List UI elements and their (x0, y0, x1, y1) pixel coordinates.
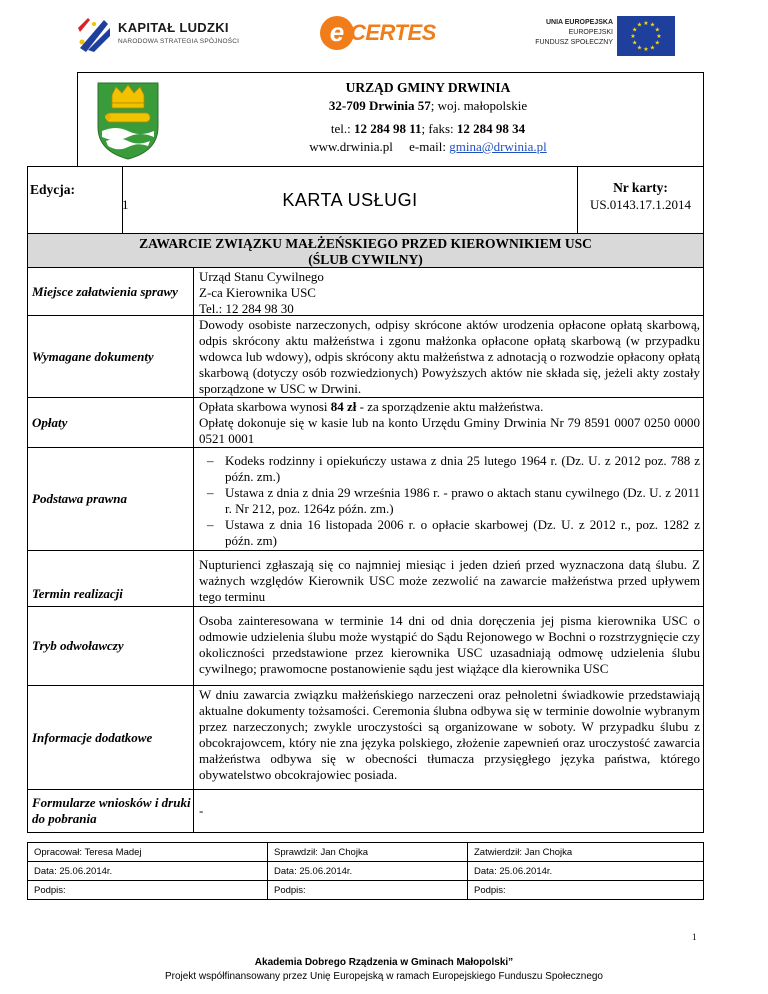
svg-text:★: ★ (654, 39, 660, 47)
signatures-row-sign (28, 881, 704, 900)
office-address-rest: ; woj. małopolskie (430, 98, 528, 113)
documents-body: Dowody osobiste narzeczonych, odpisy skrócone aktów urodzenia opłacone opłatą skarbową, odpis skrócony aktu małżeństwa i zgonu małżonka opłacone opłatą skarbową (w przypadku wdowca lub wdowy), odpis skrócony aktu małżeństwa z adnotacją o rozwodzie opłacony opłatą skarbową (dotyczy osób rozwiedzionych) Powyższych aktów nie składa się, jeżeli akty zostały sporządzone w USC w Drwini. (199, 317, 700, 396)
office-name: URZĄD GMINY DRWINIA (345, 80, 511, 95)
approved-signature: Podpis: (468, 881, 704, 900)
svg-text:★: ★ (630, 33, 636, 40)
signatures-row-dates (28, 862, 704, 881)
kapital-ludzki-logo (74, 14, 244, 58)
place-line-2: Z-ca Kierownika USC (199, 285, 316, 300)
place-line-3: Tel.: 12 284 98 30 (199, 301, 294, 316)
approved-by: Zatwierdził: Jan Chojka (468, 843, 704, 862)
svg-text:★: ★ (636, 44, 643, 52)
fees-label: Opłaty (28, 398, 194, 447)
card-header-row (27, 166, 704, 234)
fees-text-b: - za sporządzenie aktu małżeństwa. (356, 399, 544, 414)
svg-text:★: ★ (649, 44, 656, 52)
row-documents (27, 316, 704, 398)
svg-text:★: ★ (643, 46, 649, 53)
legal-item: – Kodeks rodzinny i opiekuńczy ustawa z dnia 25 lutego 1964 r. (Dz. U. z 2012 poz. 788 z późn. zm.) (207, 453, 700, 485)
eu-line-2: EUROPEJSKI (568, 29, 613, 36)
office-address (168, 97, 688, 115)
card-number-label: Nr karty: (613, 180, 668, 195)
fax-number: 12 284 98 34 (456, 121, 526, 136)
appeal-label: Tryb odwoławczy (28, 607, 194, 685)
appeal-body: Osoba zainteresowana w terminie 14 dni od dnia doręczenia jej pisma kierownika USC o odmowie udzielenia ślubu może wystąpić do Sądu Rejonowego w Bochni o rozstrzygnięcie czy okoliczności przedstawione przez kierownika USC uzasadniają odmowę udzielenia ślubu cywilnego; prawomocne postanowienie sądu jest wiążące dla kierownika USC (199, 613, 700, 676)
checked-date: Data: 25.06.2014r. (268, 862, 468, 881)
row-forms (27, 790, 704, 833)
service-title-line-1: ZAWARCIE ZWIĄZKU MAŁŻEŃSKIEGO PRZED KIEROWNIKIEM USC (139, 236, 592, 251)
logo-strip (0, 0, 768, 70)
row-appeal (27, 607, 704, 686)
deadline-label: Termin realizacji (28, 551, 194, 606)
svg-text:★: ★ (632, 26, 638, 34)
row-place (27, 268, 704, 316)
kapital-ludzki-subtitle: NARODOWA STRATEGIA SPÓJNOŚCI (118, 38, 240, 45)
email-link[interactable]: gmina@drwinia.pl (449, 139, 547, 154)
place-label: Miejsce załatwienia sprawy (28, 268, 194, 315)
svg-text:★: ★ (636, 21, 643, 29)
edition-cell (27, 166, 129, 234)
service-info-table (27, 268, 704, 833)
svg-text:★: ★ (656, 33, 662, 40)
prepared-date: Data: 25.06.2014r. (28, 862, 268, 881)
eu-line-3: FUNDUSZ SPOŁECZNY (535, 39, 613, 46)
forms-body: - (199, 803, 204, 818)
page-number: 1 (692, 932, 697, 942)
eu-logo-text (505, 18, 613, 48)
row-legal-basis (27, 448, 704, 551)
svg-text:★: ★ (632, 39, 638, 47)
legal-body (194, 448, 703, 550)
row-deadline (27, 551, 704, 607)
office-header (77, 72, 704, 166)
approved-date: Data: 25.06.2014r. (468, 862, 704, 881)
footer-line-2: Projekt współfinansowany przez Unię Europejską w ramach Europejskiego Funduszu Społecznego (164, 971, 603, 982)
svg-text:★: ★ (654, 26, 660, 34)
office-info (168, 79, 688, 156)
place-body (194, 268, 703, 315)
additional-body: W dniu zawarcia związku małżeńskiego narzeczeni oraz pełnoletni świadkowie przedstawiają aktualne dokumenty tożsamości. Ceremonia ślubna odbywa się w terminie dowolnie wybranym przez narzeczonych; zwykle uroczystości są organizowane w soboty. W przypadku ślubu z obcokrajowcem, który nie zna języka polskiego, złożenie zapewnień oraz uroczystość zawarcia małżeństwa odbywa się w obecności tłumacza przysięgłego języka państwa, którego obywatelstwo obcokrajowiec posiada. (199, 687, 700, 782)
prepared-signature: Podpis: (28, 881, 268, 900)
eu-line-1: UNIA EUROPEJSKA (545, 19, 613, 26)
website-text: www.drwinia.pl (309, 139, 393, 154)
fax-label: ; faks: (421, 121, 457, 136)
legal-item: – Ustawa z dnia 16 listopada 2006 r. o opłacie skarbowej (Dz. U. z 2012 r., poz. 1282 z późn. zm) (207, 517, 700, 549)
svg-text:★: ★ (649, 21, 656, 29)
fees-line-2: Opłatę dokonuje się w kasie lub na konto Urzędu Gminy Drwinia Nr 79 8591 0007 0250 0000 0521 0001 (199, 415, 700, 446)
drwinia-coat-of-arms-icon (96, 81, 160, 161)
checked-by: Sprawdził: Jan Chojka (268, 843, 468, 862)
documents-label: Wymagane dokumenty (28, 316, 194, 397)
prepared-by: Opracował: Teresa Madej (28, 843, 268, 862)
eu-logo (505, 14, 677, 60)
kapital-ludzki-title: KAPITAŁ LUDZKI (118, 20, 229, 35)
card-header (27, 166, 704, 234)
deadline-body: Nupturienci zgłaszają się co najmniej miesiąc i jeden dzień przed wyznaczona datą ślubu. Z ważnych względów Kierownik USC może zezwolić na zawarcie małżeństwa przed upływem tego terminu (199, 557, 700, 604)
office-phone-line (168, 120, 688, 138)
kapital-ludzki-mark-icon (74, 14, 112, 54)
eu-flag-icon (617, 16, 675, 56)
fees-line-1 (199, 399, 700, 415)
page-footer (0, 956, 768, 984)
signatures-row-names (28, 843, 704, 862)
signatures-table (27, 842, 704, 900)
row-additional-info (27, 686, 704, 790)
certes-logo-text: CERTES (350, 20, 436, 45)
legal-label: Podstawa prawna (28, 448, 194, 550)
forms-label: Formularze wniosków i druki do pobrania (28, 790, 194, 832)
row-fees (27, 398, 704, 448)
legal-list (199, 453, 700, 549)
certes-logo (320, 14, 436, 54)
service-title-line-2: (ŚLUB CYWILNY) (308, 252, 423, 267)
office-web-line (168, 138, 688, 156)
svg-text:★: ★ (643, 20, 649, 27)
edition-value: 1 (122, 197, 129, 212)
tel-label: tel.: (330, 121, 354, 136)
fees-body (194, 398, 703, 447)
edition-label: Edycja: (30, 182, 75, 197)
additional-label: Informacje dodatkowe (28, 686, 194, 789)
card-number-cell (578, 166, 704, 234)
fees-amount: 84 zł (330, 399, 357, 414)
certes-e-icon: e (320, 16, 354, 50)
tel-number: 12 284 98 11 (353, 121, 422, 136)
email-label: e-mail: (409, 139, 450, 154)
footer-line-1: Akademia Dobrego Rządzenia w Gminach Małopolski” (254, 957, 514, 968)
legal-item: – Ustawa z dnia z dnia 29 września 1986 r. - prawo o aktach stanu cywilnego (Dz. U. z 2011 r. Nr 212, poz. 1264z późn. zm.) (207, 485, 700, 517)
place-line-1: Urząd Stanu Cywilnego (199, 269, 324, 284)
office-address-bold: 32-709 Drwinia 57 (328, 98, 431, 113)
card-number-value: US.0143.17.1.2014 (589, 197, 692, 212)
fees-text-a: Opłata skarbowa wynosi (199, 399, 331, 414)
checked-signature: Podpis: (268, 881, 468, 900)
card-title: KARTA USŁUGI (123, 166, 578, 234)
service-title (27, 234, 704, 268)
